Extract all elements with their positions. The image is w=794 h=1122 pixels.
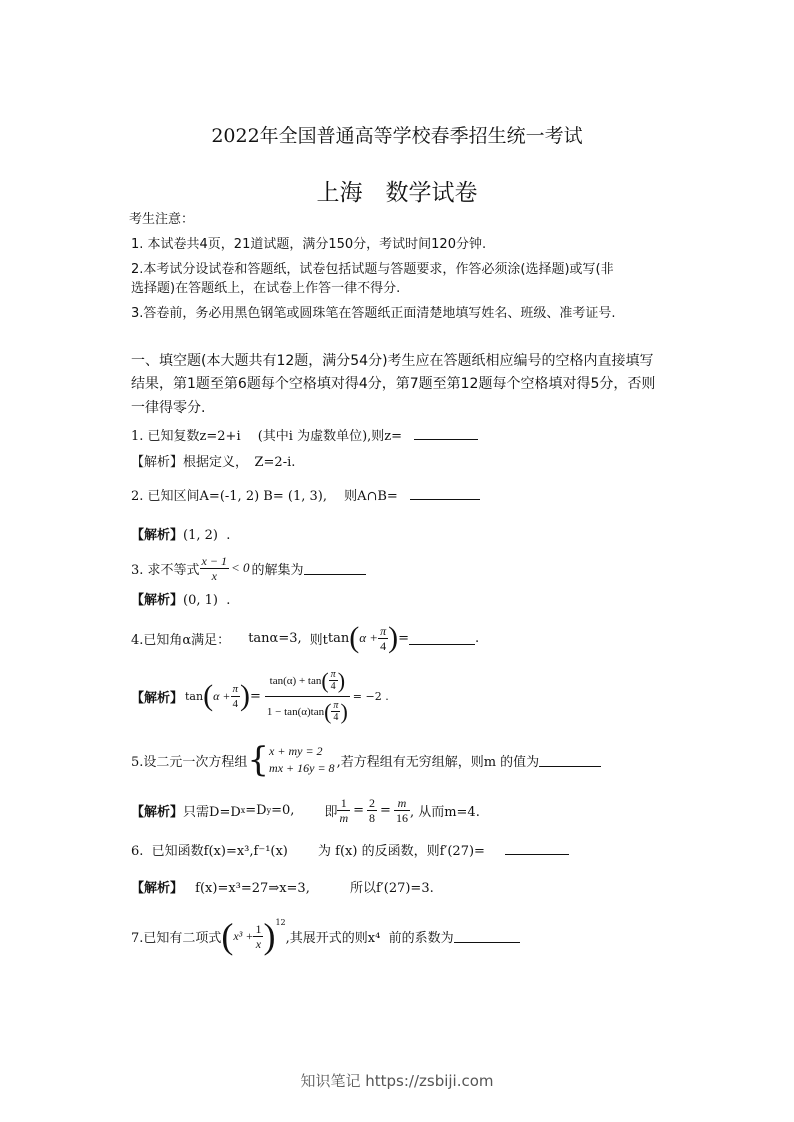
notice-item: 2.本考试分设试卷和答题纸，试卷包括试题与答题要求，作答必须涂(选择题)或写(非 [131, 262, 614, 277]
question-7-prefix: 7.已知有二项式 [131, 930, 222, 946]
fraction-numerator: π [333, 700, 339, 711]
solution-label: 【解析】 [131, 690, 184, 706]
fraction-denominator: 4 [232, 697, 238, 710]
fraction [367, 796, 377, 825]
question-3 [131, 550, 366, 586]
question-4-mid: 则t [309, 632, 328, 648]
fraction-numerator: m [394, 796, 410, 811]
section-text: 结果，第1题至第6题每个空格填对得4分，第7题至第12题每个空格填对得5分，否则 [131, 376, 656, 392]
right-paren: ) [388, 621, 399, 654]
fraction-denominator: 8 [369, 810, 376, 825]
solution-text: =D [245, 802, 267, 818]
question-5-solution: 【解析】 只需D=D x =D y =0, 即 $\frac{1}{m}$ = $\frac{2}{8}$ = $\frac{m}{16}$ , 从而m=4. [131, 795, 480, 825]
exponent: 12 [275, 918, 286, 927]
solution-text: f(x)=x³=27⇒x=3, [195, 881, 310, 896]
question-4-condition: tanα=3, [248, 630, 302, 646]
fraction-numerator: π [380, 623, 387, 638]
fraction-numerator: 1 [337, 796, 350, 811]
fraction-numerator: 1 [255, 921, 262, 936]
answer-blank [304, 562, 366, 575]
footer-watermark: 知识笔记 https://zsbiji.com [300, 1072, 494, 1090]
question-7 [131, 914, 520, 958]
solution-text: =0, [271, 802, 295, 818]
inequality-relation: < 0 [230, 560, 250, 575]
left-paren: ( [221, 916, 234, 956]
fraction-denominator: 4 [380, 638, 387, 653]
solution-label: 【解析】 [131, 528, 184, 543]
solution-text: 所以f′(27)=3. [349, 881, 434, 896]
question-4-prefix: 4.已知角α满足： [131, 632, 231, 648]
answer-blank [410, 487, 480, 500]
question-5 [131, 740, 601, 780]
question-4: 4.已知角α满足： tanα=3, 则t tan ( α + $\frac{\pi}{4}$ ) = . [131, 621, 480, 654]
fraction [253, 922, 263, 951]
answer-blank [539, 754, 601, 767]
solution-conclusion: , 从而m=4. [409, 804, 480, 820]
question-6-text: 6. 已知函数f(x)=x³,f⁻¹(x) [131, 844, 288, 859]
solution-label: 【解析】 [131, 593, 184, 608]
fraction-denominator: 4 [330, 681, 336, 692]
tan-function: tan [327, 630, 350, 646]
question-2 [131, 485, 480, 504]
answer-blank [454, 930, 520, 943]
question-3-prefix: 3. 求不等式 [131, 562, 200, 578]
brace: { [247, 740, 270, 780]
alpha-term: α + [359, 630, 379, 645]
equation-system [269, 743, 335, 777]
x-cubed-term: x³ + [233, 928, 254, 943]
fraction-denominator: 16 [395, 810, 408, 825]
equation-1: x + my = 2 [269, 744, 323, 758]
equation-2: mx + 16y = 8 [269, 761, 335, 775]
fraction-denominator: x [255, 936, 262, 951]
question-5-suffix: ,若方程组有无穷组解，则m 的值为 [336, 754, 540, 770]
solution-label: 【解析】 [131, 804, 184, 820]
numerator-text: tan(α) + tan [269, 674, 322, 687]
question-3-suffix: 的解集为 [251, 562, 304, 578]
fraction-numerator: tan(α) + tan ( $\frac{\pi}{4}$ ) [265, 666, 350, 697]
notice-item: 选择题)在答题纸上，在试卷上作答一律不得分. [131, 281, 401, 296]
question-4-solution [131, 662, 389, 730]
pi-over-4 [378, 624, 388, 653]
section-text: 一律得零分. [131, 400, 206, 416]
right-paren: ) [240, 679, 251, 712]
fraction-denominator: 1 − tan(α)tan ( $\frac{\pi}{4}$ ) [266, 698, 348, 724]
question-5-prefix: 5.设二元一次方程组 [131, 754, 248, 770]
fraction [200, 554, 229, 583]
question-6-solution [131, 877, 434, 896]
notice-item: 1. 本试卷共4页，21道试题，满分150分，考试时间120分钟. [131, 237, 487, 252]
fraction [394, 796, 410, 825]
notice-heading: 考生注意： [129, 212, 195, 227]
big-fraction [265, 666, 350, 727]
fraction [337, 796, 350, 825]
subscript-y: y [266, 805, 272, 815]
fraction-denominator: x [211, 568, 217, 583]
question-3-solution [131, 589, 230, 608]
section-heading: 一、填空题(本大题共有12题，满分54分)考生应在答题纸相应编号的空格内直接填写 [131, 353, 654, 369]
ji-word: 即 [324, 804, 338, 820]
left-paren: ( [349, 621, 360, 654]
notice-item: 3.答卷前，务必用黑色钢笔或圆珠笔在答题纸正面清楚地填写姓名、班级、准考证号. [131, 306, 616, 321]
question-7-suffix: ,其展开式的则x⁴ 前的系数为 [285, 930, 454, 946]
tan-function: tan [185, 689, 204, 703]
left-paren: ( [203, 679, 214, 712]
question-1-solution: 【解析】根据定义， Z=2-i. [131, 455, 296, 470]
fraction-denominator: m [339, 810, 349, 825]
answer-blank [505, 842, 569, 855]
exam-title: 2022年全国普通高等学校春季招生统一考试 [211, 125, 583, 147]
question-1-text: 1. 已知复数z=2+i (其中i 为虚数单位),则z= [131, 429, 403, 444]
question-2-text: 2. 已知区间A=(-1, 2) B= (1, 3), 则A∩B= [131, 489, 398, 504]
exam-subtitle: 上海 数学试卷 [316, 180, 478, 206]
answer-blank [409, 632, 475, 645]
question-2-solution [131, 524, 230, 543]
fraction-numerator: π [330, 669, 336, 680]
right-paren: ) [263, 916, 276, 956]
solution-label: 【解析】 [131, 881, 184, 896]
solution-text: (1, 2) . [183, 528, 231, 543]
fraction-numerator: π [232, 682, 239, 695]
answer-blank [414, 427, 478, 440]
fraction-denominator: 4 [333, 712, 339, 723]
question-1 [131, 425, 478, 444]
fraction-numerator: 2 [369, 795, 376, 810]
solution-result: = −2 . [352, 689, 389, 703]
solution-text: 只需D=D [183, 804, 241, 820]
equals-sign: = [250, 688, 261, 704]
equals-sign: = [398, 630, 409, 646]
fraction-numerator: x − 1 [201, 553, 227, 568]
denominator-text: 1 − tan(α)tan [266, 705, 325, 718]
question-6-text2: 为 f(x) 的反函数，则f′(27)= [318, 844, 485, 859]
alpha-term: α + [213, 688, 231, 703]
pi-over-4 [231, 682, 241, 711]
subscript-x: x [240, 805, 246, 815]
solution-text: (0, 1) . [183, 593, 231, 608]
question-6 [131, 840, 569, 859]
